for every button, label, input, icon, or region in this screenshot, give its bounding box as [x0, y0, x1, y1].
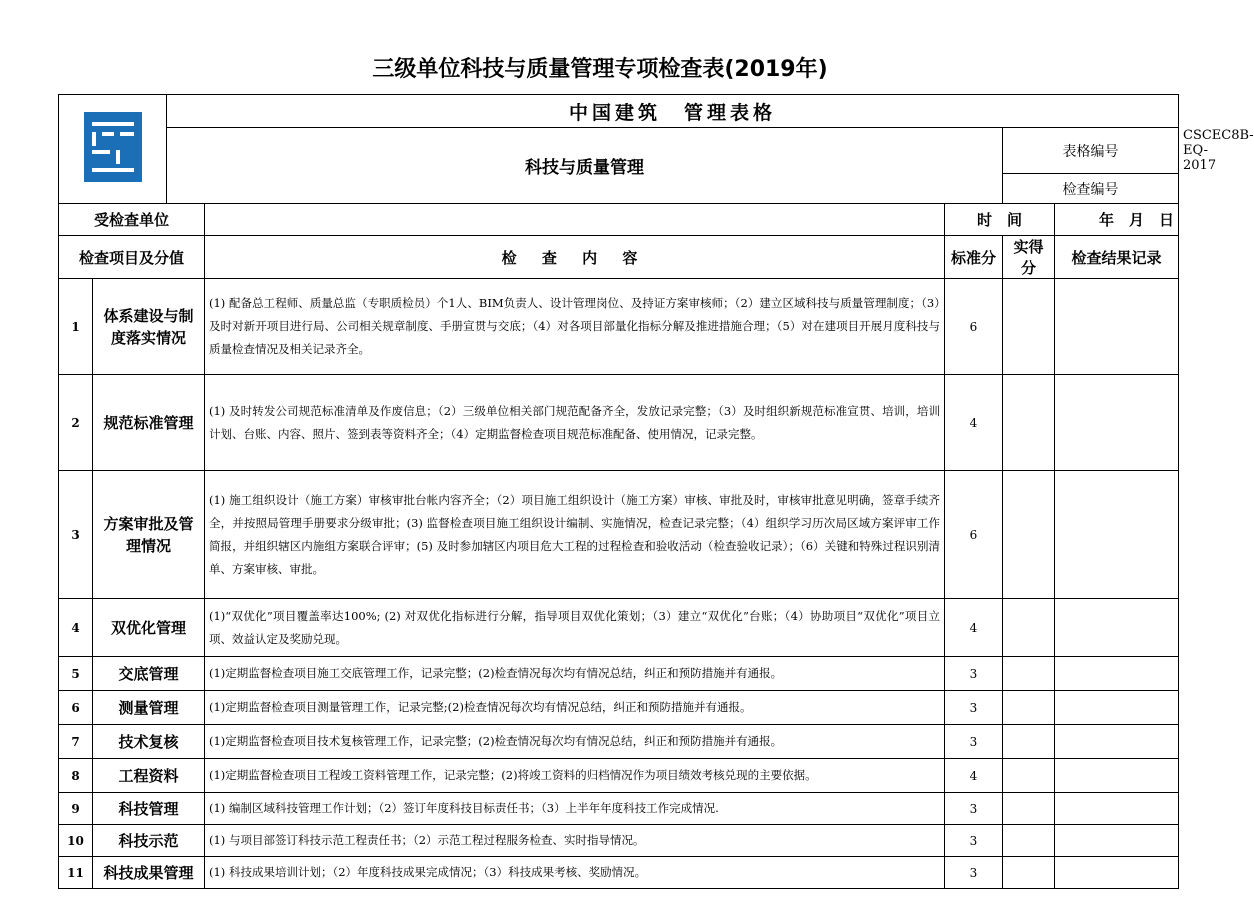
row-item: 工程资料 — [93, 759, 205, 793]
row-content: (1) 及时转发公司规范标准清单及作废信息；（2）三级单位相关部门规范配备齐全，发放记录完整；（3）及时组织新规范标准宣贯、培训，培训计划、台账、内容、照片、签到表等资料齐全；（4）定期监督检查项目规范标准配备、使用情况，记录完整。 — [205, 375, 945, 471]
row-result-record[interactable] — [1055, 691, 1179, 725]
table-row — [59, 657, 1179, 691]
row-actual-score[interactable] — [1003, 599, 1055, 657]
row-content: (1)定期监督检查项目施工交底管理工作，记录完整；(2)检查情况每次均有情况总结，纠正和预防措施并有通报。 — [205, 657, 945, 691]
row-content: (1)定期监督检查项目技术复核管理工作，记录完整；(2)检查情况每次均有情况总结，纠正和预防措施并有通报。 — [205, 725, 945, 759]
cscec-logo-icon — [84, 112, 142, 182]
row-number: 8 — [59, 759, 93, 793]
check-no-label: 检查编号 — [1003, 174, 1179, 204]
unit-label: 受检查单位 — [59, 204, 205, 236]
row-standard-score: 3 — [945, 657, 1003, 691]
row-result-record[interactable] — [1055, 825, 1179, 857]
row-number: 9 — [59, 793, 93, 825]
row-item: 科技示范 — [93, 825, 205, 857]
inspection-table: 中国建筑 管理表格 科技与质量管理 表格编号 CSCEC8B-EQ-2017 检查编号 受检查单位 时 间 年 月 日 检查项目及分值 检 查 内 容 标准分 实得分 检查结果记录 1 体系建设与制度落实情况 (1) 配备总工程师、质量总监（专职质检员）个1人、BIM负责人、设计管理岗位、及持证方案审核师；（2）建立区域科技与质量管理制度；（3）及时对新开项目进行局、公司相关规章制度、手册宣贯与交底；（4）对各项目部量化指标分解及推进措施合理；（5）对在建项目开展月度科技与质量检查情况及相关记录齐全。 6 2 规范标准管理 (1) 及时转发公司规范标准清单及作废信息；（2）三级单位相关部门规范配备齐全，发放记录完整；（3）及时组织新规范标准宣贯、培训，培训计划、台账、内容、照片、签到表等资料齐全；（4）定期监督检查项目规范标准配备、使用情况，记录完整。 4 3 方案审批及管理情况 (1) 施工组织设计（施工方案）审核审批台帐内容齐全；（2）项目施工组织设计（施工方案）审核、审批及时，审核审批意见明确，签章手续齐全，并按照局管理手册要求分级审批；(3) 监督检查项目施工组织设计编制、实施情况，检查记录完整；（4）组织学习历次局区域方案评审工作简报，并组织辖区内施组方案联合评审；(5) 及时参加辖区内项目危大工程的过程检查和验收活动（检查验收记录）；（6）关键和特殊过程识别清单、方案审核、审批。 6 4 双优化管理 (1)“双优化”项目覆盖率达100%; (2) 对双优化指标进行分解，指导项目双优化策划；（3）建立“双优化”台账；（4）协助项目“双优化”项目立项、效益认定及奖励兑现。 4 5 交底管理 (1)定期监督检查项目施工交底管理工作，记录完整；(2)检查情况每次均有情况总结，纠正和预防措施并有通报。 3 6 测量管理 (1)定期监督检查项目测量管理工作，记录完整;(2)检查情况每次均有情况总结，纠正和预防措施并有通报。 3 7 技术复核 (1)定期监督检查项目技术复核管理工作，记录完整；(2)检查情况每次均有情况总结，纠正和预防措施并有通报。 3 8 工程资料 (1)定期监督检查项目工程竣工资料管理工作，记录完整；(2)将竣工资料的归档情况作为项目绩效考核兑现的主要依据。 4 9 科技管理 (1) 编制区域科技管理工作计划；（2）签订年度科技目标责任书；（3）上半年年度科技工作完成情况. 3 10 科技示范 (1) 与项目部签订科技示范工程责任书；（2）示范工程过程服务检查、实时指导情况。 3 11 科技成果管理 (1) 科技成果培训计划；（2）年度科技成果完成情况；（3）科技成果考核、奖励情况。 3 — [58, 94, 1179, 889]
row-item: 方案审批及管理情况 — [93, 471, 205, 599]
row-result-record[interactable] — [1055, 599, 1179, 657]
table-row — [59, 725, 1179, 759]
row-result-record[interactable] — [1055, 793, 1179, 825]
row-actual-score[interactable] — [1003, 825, 1055, 857]
row-number: 3 — [59, 471, 93, 599]
row-result-record[interactable] — [1055, 725, 1179, 759]
row-item: 体系建设与制度落实情况 — [93, 279, 205, 375]
table-row — [59, 375, 1179, 471]
row-actual-score[interactable] — [1003, 725, 1055, 759]
row-standard-score: 6 — [945, 471, 1003, 599]
row-standard-score: 6 — [945, 279, 1003, 375]
row-actual-score[interactable] — [1003, 471, 1055, 599]
form-subtitle: 科技与质量管理 — [167, 128, 1003, 204]
row-content: (1)“双优化”项目覆盖率达100%; (2) 对双优化指标进行分解，指导项目双优化策划；（3）建立“双优化”台账；（4）协助项目“双优化”项目立项、效益认定及奖励兑现。 — [205, 599, 945, 657]
row-item: 科技管理 — [93, 793, 205, 825]
row-number: 1 — [59, 279, 93, 375]
row-content: (1) 施工组织设计（施工方案）审核审批台帐内容齐全；（2）项目施工组织设计（施工方案）审核、审批及时，审核审批意见明确，签章手续齐全，并按照局管理手册要求分级审批；(3) 监督检查项目施工组织设计编制、实施情况，检查记录完整；（4）组织学习历次局区域方案评审工作简报，并组织辖区内施组方案联合评审；(5) 及时参加辖区内项目危大工程的过程检查和验收活动（检查验收记录）；（6）关键和特殊过程识别清单、方案审核、审批。 — [205, 471, 945, 599]
row-item: 双优化管理 — [93, 599, 205, 657]
row-standard-score: 4 — [945, 599, 1003, 657]
row-number: 2 — [59, 375, 93, 471]
row-content: (1) 编制区域科技管理工作计划；（2）签订年度科技目标责任书；（3）上半年年度科技工作完成情况. — [205, 793, 945, 825]
row-item: 技术复核 — [93, 725, 205, 759]
col-header-content: 检 查 内 容 — [205, 236, 945, 279]
table-row — [59, 793, 1179, 825]
row-result-record[interactable] — [1055, 375, 1179, 471]
row-number: 11 — [59, 857, 93, 889]
row-number: 5 — [59, 657, 93, 691]
row-standard-score: 3 — [945, 793, 1003, 825]
row-standard-score: 3 — [945, 691, 1003, 725]
row-actual-score[interactable] — [1003, 691, 1055, 725]
row-content: (1)定期监督检查项目测量管理工作，记录完整;(2)检查情况每次均有情况总结，纠正和预防措施并有通报。 — [205, 691, 945, 725]
row-standard-score: 3 — [945, 725, 1003, 759]
row-standard-score: 4 — [945, 375, 1003, 471]
row-actual-score[interactable] — [1003, 279, 1055, 375]
row-actual-score[interactable] — [1003, 759, 1055, 793]
row-result-record[interactable] — [1055, 279, 1179, 375]
document-title: 三级单位科技与质量管理专项检查表(2019年) — [372, 57, 828, 82]
table-row — [59, 279, 1179, 375]
row-content: (1) 科技成果培训计划；（2）年度科技成果完成情况；（3）科技成果考核、奖励情况。 — [205, 857, 945, 889]
row-content: (1)定期监督检查项目工程竣工资料管理工作，记录完整；(2)将竣工资料的归档情况作为项目绩效考核兑现的主要依据。 — [205, 759, 945, 793]
logo-cell — [59, 95, 167, 204]
row-actual-score[interactable] — [1003, 793, 1055, 825]
date-value[interactable]: 年 月 日 — [1055, 204, 1179, 236]
row-result-record[interactable] — [1055, 471, 1179, 599]
row-item: 规范标准管理 — [93, 375, 205, 471]
row-number: 7 — [59, 725, 93, 759]
table-row — [59, 471, 1179, 599]
row-result-record[interactable] — [1055, 657, 1179, 691]
table-row — [59, 599, 1179, 657]
col-header-item: 检查项目及分值 — [59, 236, 205, 279]
row-item: 交底管理 — [93, 657, 205, 691]
row-content: (1) 与项目部签订科技示范工程责任书；（2）示范工程过程服务检查、实时指导情况。 — [205, 825, 945, 857]
row-result-record[interactable] — [1055, 759, 1179, 793]
row-item: 科技成果管理 — [93, 857, 205, 889]
row-actual-score[interactable] — [1003, 857, 1055, 889]
row-number: 4 — [59, 599, 93, 657]
form-no-label: 表格编号 — [1003, 128, 1179, 174]
row-standard-score: 3 — [945, 825, 1003, 857]
table-row — [59, 857, 1179, 889]
row-number: 6 — [59, 691, 93, 725]
row-actual-score[interactable] — [1003, 657, 1055, 691]
brand-banner: 中国建筑 管理表格 — [167, 95, 1179, 128]
row-result-record[interactable] — [1055, 857, 1179, 889]
col-header-standard: 标准分 — [945, 236, 1003, 279]
col-header-result: 检查结果记录 — [1055, 236, 1179, 279]
time-label: 时 间 — [945, 204, 1055, 236]
table-row — [59, 759, 1179, 793]
row-content: (1) 配备总工程师、质量总监（专职质检员）个1人、BIM负责人、设计管理岗位、及持证方案审核师；（2）建立区域科技与质量管理制度；（3）及时对新开项目进行局、公司相关规章制度、手册宣贯与交底；（4）对各项目部量化指标分解及推进措施合理；（5）对在建项目开展月度科技与质量检查情况及相关记录齐全。 — [205, 279, 945, 375]
table-row — [59, 825, 1179, 857]
col-header-actual: 实得分 — [1003, 236, 1055, 279]
row-standard-score: 4 — [945, 759, 1003, 793]
row-number: 10 — [59, 825, 93, 857]
row-actual-score[interactable] — [1003, 375, 1055, 471]
row-item: 测量管理 — [93, 691, 205, 725]
unit-value[interactable] — [205, 204, 945, 236]
table-row — [59, 691, 1179, 725]
row-standard-score: 3 — [945, 857, 1003, 889]
